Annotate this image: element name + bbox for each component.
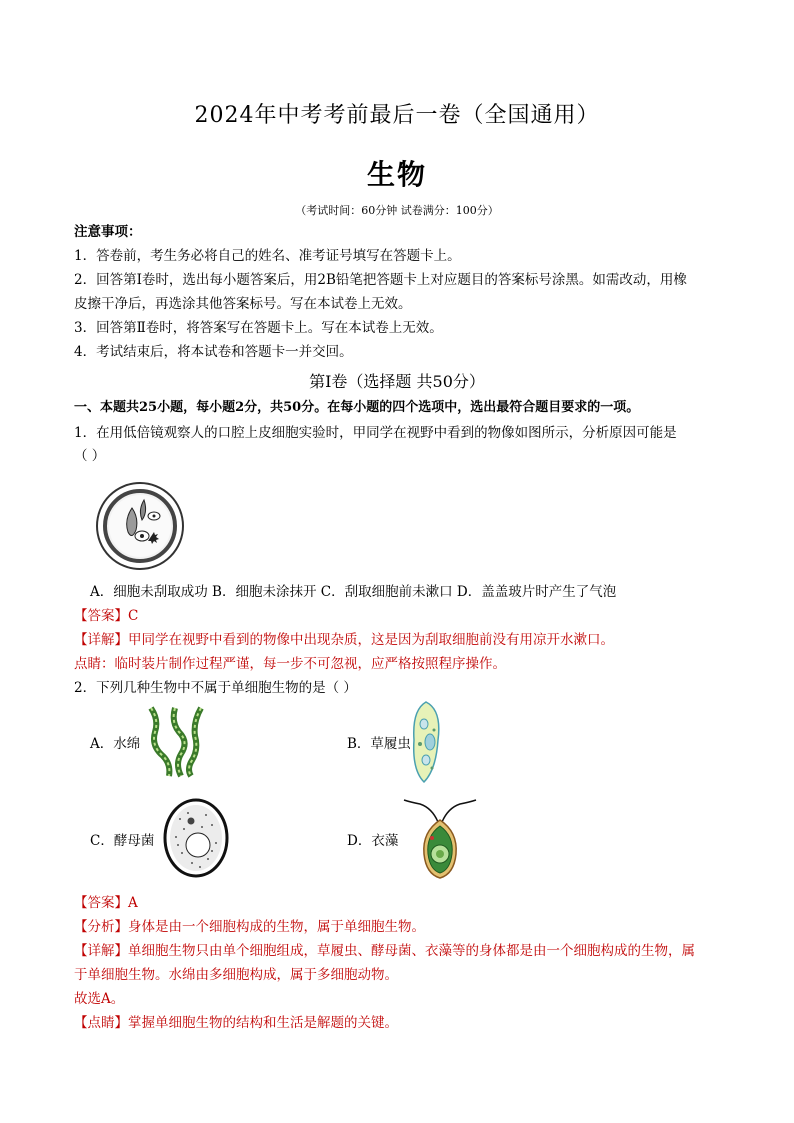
q2-stem: 2．下列几种生物中不属于单细胞生物的是（ ）: [74, 680, 357, 696]
q2-answer-tag: 【答案】: [74, 895, 128, 911]
exam-title: 2024年中考考前最后一卷（全国通用）: [194, 103, 600, 128]
q2-option-c: C．酵母菌: [90, 833, 155, 849]
q1-stem: 1．在用低倍镜观察人的口腔上皮细胞实验时，甲同学在视野中看到的物像如图所示，分析原因可能是: [74, 425, 677, 441]
subject-heading: 生物: [366, 158, 427, 191]
q1-detail-tag: 【详解】: [74, 632, 128, 648]
q2-option-b: B．草履虫: [347, 736, 411, 752]
q2-detail-tag: 【详解】: [74, 943, 128, 959]
q1-answer-tag: 【答案】: [74, 608, 128, 624]
chlamydomonas-image: [402, 798, 478, 880]
q2-option-a: A．水绵: [90, 736, 141, 752]
notes-heading: 注意事项：: [74, 224, 142, 240]
q2-detail: [74, 941, 724, 961]
q1-stem-paren: （ ）: [74, 448, 106, 464]
q1-microscope-figure: [94, 480, 186, 572]
yeast-image: [162, 797, 230, 879]
q2-analysis-text: 身体是由一个细胞构成的生物，属于单细胞生物。: [128, 919, 425, 935]
note-item-1: 1．答卷前，考生务必将自己的姓名、准考证号填写在答题卡上。: [74, 248, 461, 264]
q1-detail: [74, 630, 724, 650]
q2-detail-text: 单细胞生物只由单个细胞组成，草履虫、酵母菌、衣藻等的身体都是由一个细胞构成的生物，属: [128, 943, 695, 959]
q1-options: A．细胞未刮取成功 B．细胞未涂抹开 C．刮取细胞前未漱口 D．盖盖玻片时产生了气泡: [90, 584, 617, 600]
paramecium-image: [408, 700, 444, 784]
q1-answer-value: C: [128, 608, 139, 624]
note-item-2-cont: 皮擦干净后，再选涂其他答案标号。写在本试卷上无效。: [74, 296, 412, 312]
q1-answer: [74, 606, 724, 626]
q1-tip: 点睛：临时装片制作过程严谨，每一步不可忽视，应严格按照程序操作。: [74, 656, 506, 672]
note-item-3: 3．回答第Ⅱ卷时，将答案写在答题卡上。写在本试卷上无效。: [74, 320, 443, 336]
q2-analysis-tag: 【分析】: [74, 919, 128, 935]
q2-tip: [74, 1013, 724, 1033]
q2-tip-text: 掌握单细胞生物的结构和生活是解题的关键。: [128, 1015, 398, 1031]
q2-analysis: [74, 917, 724, 937]
exam-info: （考试时间：60分钟 试卷满分：100分）: [295, 204, 499, 217]
q1-detail-text: 甲同学在视野中看到的物像中出现杂质，这是因为刮取细胞前没有用凉开水漱口。: [128, 632, 614, 648]
q2-answer-value: A: [128, 895, 138, 911]
note-item-4: 4．考试结束后，将本试卷和答题卡一并交回。: [74, 344, 353, 360]
spirogyra-image: [145, 706, 207, 778]
note-item-2: 2．回答第Ⅰ卷时，选出每小题答案后，用2B铅笔把答题卡上对应题目的答案标号涂黑。如需改动，用橡: [74, 272, 687, 288]
q2-detail-cont: 于单细胞生物。水绵由多细胞构成，属于多细胞动物。: [74, 967, 398, 983]
section-instruction: 一、本题共25小题，每小题2分，共50分。在每小题的四个选项中，选出最符合题目要求的一项。: [74, 400, 640, 415]
q2-answer: [74, 893, 724, 913]
section-title: 第Ⅰ卷（选择题 共50分）: [309, 372, 485, 391]
q2-conclusion: 故选A。: [74, 991, 125, 1007]
q2-option-d: D．衣藻: [347, 833, 399, 849]
q2-tip-tag: 【点睛】: [74, 1015, 128, 1031]
